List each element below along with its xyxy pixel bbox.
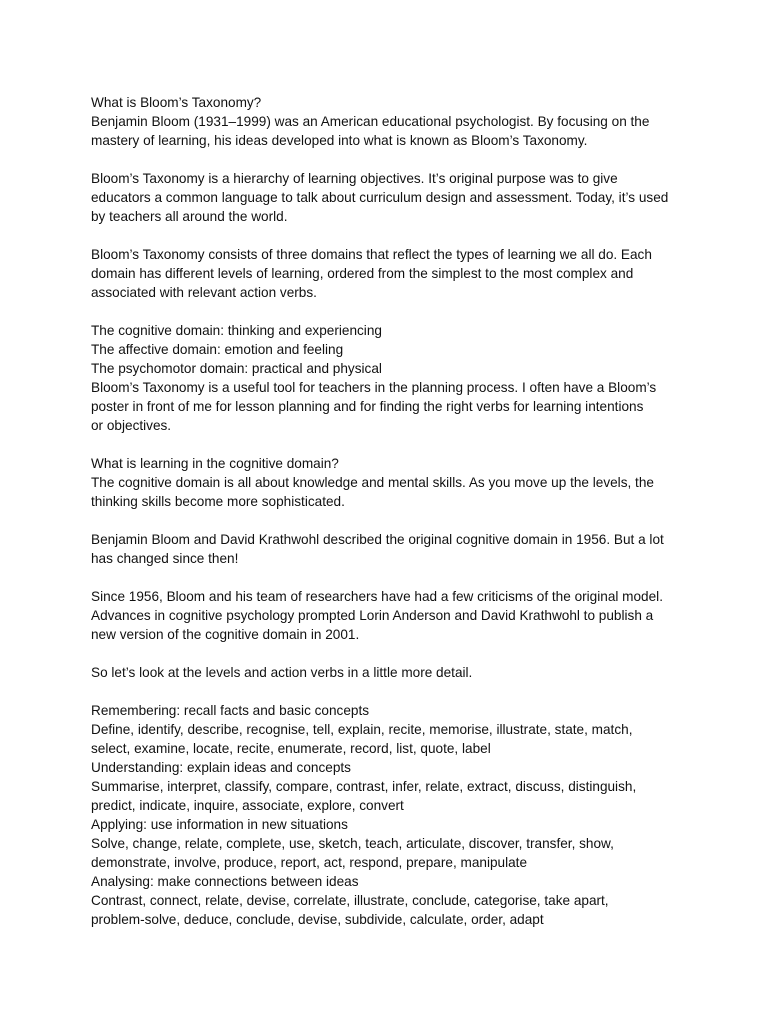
text-line: by teachers all around the world. <box>91 209 288 224</box>
text-line: Bloom’s Taxonomy is a hierarchy of learning objectives. It’s original purpose was to give <box>91 171 618 186</box>
text-line: select, examine, locate, recite, enumerate, record, list, quote, label <box>91 741 491 756</box>
text-line: thinking skills become more sophisticated. <box>91 494 345 509</box>
blank-line <box>91 150 691 169</box>
text-line: Analysing: make connections between ideas <box>91 874 359 889</box>
text-line: Bloom’s Taxonomy is a useful tool for teachers in the planning process. I often have a Bloom’s <box>91 380 657 395</box>
blank-line <box>91 511 691 530</box>
text-line: The affective domain: emotion and feeling <box>91 342 344 357</box>
text-line: So let’s look at the levels and action verbs in a little more detail. <box>91 665 473 680</box>
text-line: mastery of learning, his ideas developed into what is known as Bloom’s Taxonomy. <box>91 133 588 148</box>
text-line: Remembering: recall facts and basic concepts <box>91 703 370 718</box>
text-line: Understanding: explain ideas and concepts <box>91 760 351 775</box>
blank-line <box>91 644 691 663</box>
text-line: or objectives. <box>91 418 172 433</box>
text-line: Advances in cognitive psychology prompted Lorin Anderson and David Krathwohl to publish a <box>91 608 654 623</box>
text-line: demonstrate, involve, produce, report, act, respond, prepare, manipulate <box>91 855 528 870</box>
text-line: Solve, change, relate, complete, use, sketch, teach, articulate, discover, transfer, show, <box>91 836 614 851</box>
text-line: What is learning in the cognitive domain? <box>91 456 339 471</box>
text-line: What is Bloom’s Taxonomy? <box>91 95 262 110</box>
text-line: Applying: use information in new situations <box>91 817 348 832</box>
text-line: Bloom’s Taxonomy consists of three domains that reflect the types of learning we all do. Each <box>91 247 652 262</box>
blank-line <box>91 435 691 454</box>
text-line: The cognitive domain is all about knowledge and mental skills. As you move up the levels, the <box>91 475 654 490</box>
text-line: The cognitive domain: thinking and experiencing <box>91 323 382 338</box>
blank-line <box>91 226 691 245</box>
blank-line <box>91 568 691 587</box>
text-line: Summarise, interpret, classify, compare, contrast, infer, relate, extract, discuss, distinguish, <box>91 779 637 794</box>
text-line: has changed since then! <box>91 551 239 566</box>
text-line: Since 1956, Bloom and his team of researchers have had a few criticisms of the original model. <box>91 589 663 604</box>
blank-line <box>91 302 691 321</box>
text-line: poster in front of me for lesson planning and for finding the right verbs for learning intentions <box>91 399 644 414</box>
text-line: domain has different levels of learning, ordered from the simplest to the most complex and <box>91 266 634 281</box>
text-line: Define, identify, describe, recognise, tell, explain, recite, memorise, illustrate, state, match, <box>91 722 633 737</box>
text-line: Contrast, connect, relate, devise, correlate, illustrate, conclude, categorise, take apart, <box>91 893 609 908</box>
text-line: problem-solve, deduce, conclude, devise, subdivide, calculate, order, adapt <box>91 912 544 927</box>
text-line: predict, indicate, inquire, associate, explore, convert <box>91 798 404 813</box>
text-line: The psychomotor domain: practical and physical <box>91 361 382 376</box>
text-line: Benjamin Bloom and David Krathwohl described the original cognitive domain in 1956. But a lot <box>91 532 664 547</box>
text-line: new version of the cognitive domain in 2001. <box>91 627 360 642</box>
text-line: educators a common language to talk about curriculum design and assessment. Today, it’s used <box>91 190 669 205</box>
text-line: Benjamin Bloom (1931–1999) was an American educational psychologist. By focusing on the <box>91 114 650 129</box>
text-line: associated with relevant action verbs. <box>91 285 317 300</box>
blank-line <box>91 682 691 701</box>
document-body <box>91 93 691 929</box>
